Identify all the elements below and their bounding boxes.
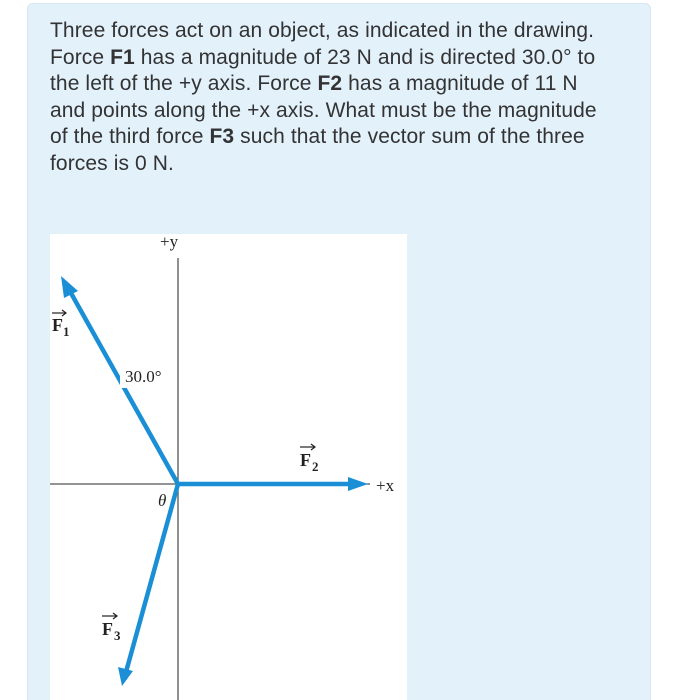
question-part4: such that the vector sum of the three forces is 0 N. xyxy=(50,125,585,175)
f1-letter: F xyxy=(52,315,63,335)
question-part1: Three forces act on an object, as indicated in the drawing. Force xyxy=(50,19,595,69)
force-diagram-svg xyxy=(50,234,407,700)
theta-label: θ xyxy=(158,491,167,510)
angle-label: 30.0° xyxy=(125,367,162,386)
f2-name: F2 xyxy=(317,72,343,95)
f2-label xyxy=(300,444,319,474)
f1-arrowhead xyxy=(61,276,78,298)
angle-label-box xyxy=(120,364,177,388)
f3-sub: 3 xyxy=(114,628,121,643)
f2-letter: F xyxy=(300,450,311,470)
force-diagram xyxy=(50,234,407,700)
f3-arrow xyxy=(126,484,178,672)
question-text xyxy=(50,18,610,177)
x-axis-label: +x xyxy=(376,476,395,495)
f3-name: F3 xyxy=(209,125,235,148)
f1-name: F1 xyxy=(110,45,135,69)
y-axis-label: +y xyxy=(160,234,179,251)
f2-arrowhead xyxy=(348,477,368,491)
f3-label xyxy=(102,613,121,643)
question-part3: has a magnitude of 11 N and points along the +x axis. What must be the magnitude of the third force xyxy=(50,72,597,148)
f2-sub: 2 xyxy=(312,459,319,474)
question-part2: has a magnitude of 23 N and is directed 30.0° to the left of the +y axis. Force xyxy=(50,45,596,95)
f1-label xyxy=(52,310,70,339)
f1-sub: 1 xyxy=(63,324,70,339)
f3-letter: F xyxy=(102,619,113,639)
f3-arrowhead xyxy=(118,667,133,686)
